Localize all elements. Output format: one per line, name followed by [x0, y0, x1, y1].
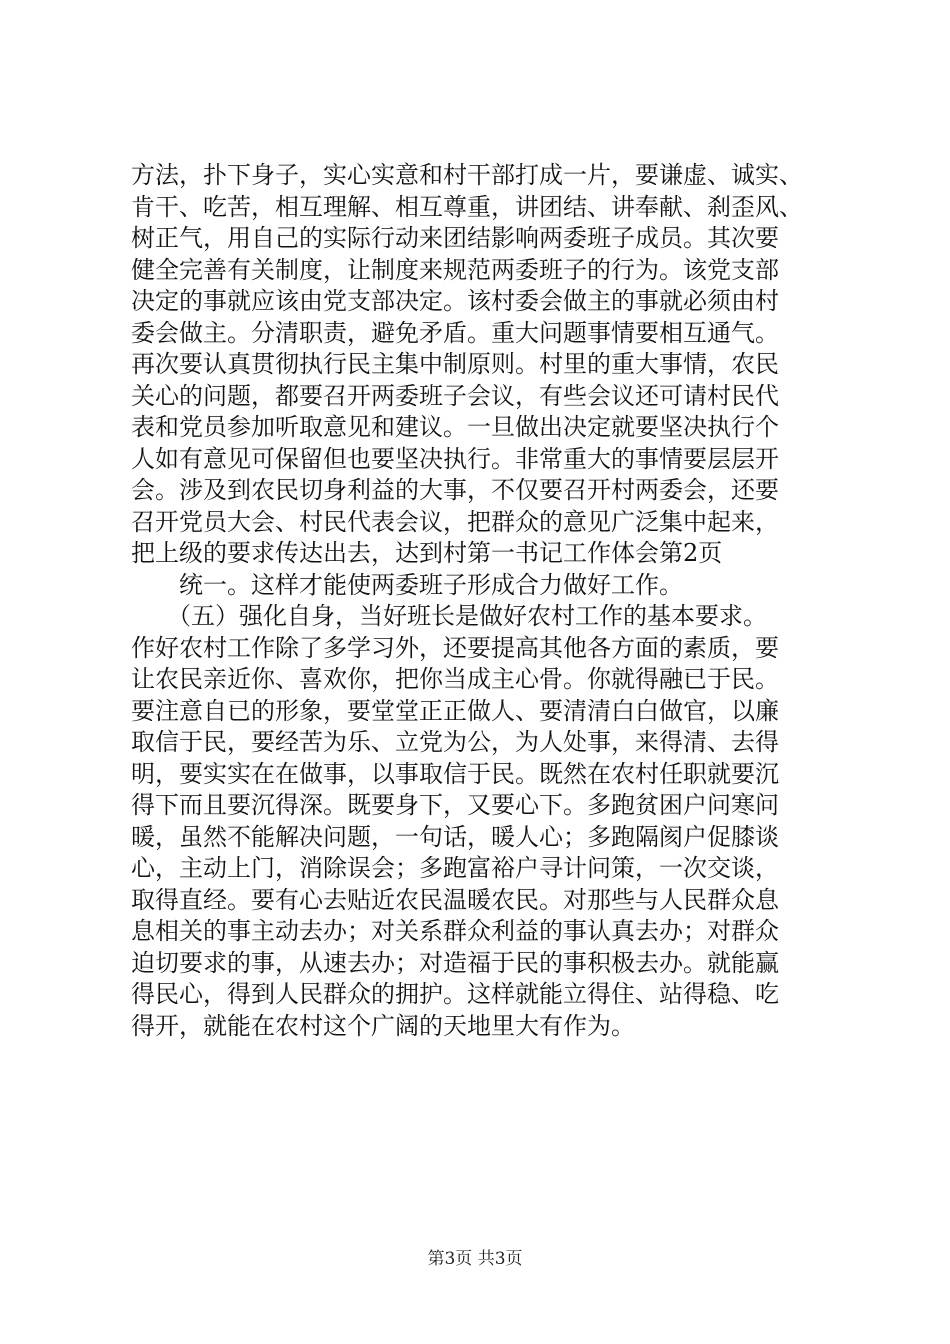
text-line: 统一。这样才能使两委班子形成合力做好工作。 — [131, 570, 683, 599]
document-body — [131, 160, 831, 1042]
text-line: 人如有意见可保留但也要坚决执行。非常重大的事情要层层开 — [131, 444, 779, 473]
text-line: 让农民亲近你、喜欢你，把你当成主心骨。你就得融已于民。 — [131, 665, 779, 693]
page-footer — [0, 1244, 950, 1269]
text-line: 决定的事就应该由党支部决定。该村委会做主的事就必须由村 — [131, 287, 779, 315]
text-line: 健全完善有关制度，让制度来规范两委班子的行为。该党支部 — [131, 255, 779, 284]
text-line: 会。涉及到农民切身利益的大事，不仅要召开村两委会，还要 — [131, 476, 779, 504]
paragraph-2 — [131, 570, 831, 602]
text-line: 心，主动上门，消除误会；多跑富裕户寻计问策，一次交谈， — [131, 854, 779, 882]
text-line: 再次要认真贯彻执行民主集中制原则。村里的重大事情，农民 — [131, 350, 779, 378]
text-line: 得民心，得到人民群众的拥护。这样就能立得住、站得稳、吃 — [131, 980, 779, 1008]
text-line: 委会做主。分清职责，避免矛盾。重大问题事情要相互通气。 — [131, 318, 779, 347]
page-number-label: 第3页 共3页 — [427, 1249, 523, 1269]
paragraph-1 — [131, 160, 831, 570]
text-line: 取信于民，要经苦为乐、立党为公，为人处事，来得清、去得 — [131, 728, 779, 756]
text-line: 关心的问题，都要召开两委班子会议，有些会议还可请村民代 — [131, 381, 779, 410]
paragraph-3 — [131, 601, 831, 1042]
text-line: 明，要实实在在做事，以事取信于民。既然在农村任职就要沉 — [131, 759, 779, 788]
text-line: 作好农村工作除了多学习外，还要提高其他各方面的素质，要 — [131, 633, 779, 662]
text-line: 肯干、吃苦，相互理解、相互尊重，讲团结、讲奉献、刹歪风、 — [131, 192, 803, 221]
text-line: 召开党员大会、村民代表会议，把群众的意见广泛集中起来， — [131, 507, 779, 536]
text-line: 息相关的事主动去办；对关系群众利益的事认真去办；对群众 — [131, 917, 779, 945]
text-line: 表和党员参加听取意见和建议。一旦做出决定就要坚决执行个 — [131, 413, 779, 441]
text-line: 取得直经。要有心去贴近农民温暖农民。对那些与人民群众息 — [131, 885, 779, 914]
text-line: 树正气，用自己的实际行动来团结影响两委班子成员。其次要 — [131, 224, 779, 252]
text-line: 得开，就能在农村这个广阔的天地里大有作为。 — [131, 1011, 635, 1040]
text-line: 要注意自已的形象，要堂堂正正做人、要清清白白做官，以廉 — [131, 696, 779, 725]
text-line: 得下而且要沉得深。既要身下，又要心下。多跑贫困户问寒问 — [131, 791, 779, 819]
text-line: 暖，虽然不能解决问题，一句话，暖人心；多跑隔阂户促膝谈 — [131, 822, 779, 851]
text-line: 迫切要求的事，从速去办；对造福于民的事积极去办。就能赢 — [131, 948, 779, 977]
text-line: 把上级的要求传达出去，达到村第一书记工作体会第2页 — [131, 539, 723, 567]
text-line: 方法，扑下身子，实心实意和村干部打成一片，要谦虚、诚实、 — [131, 161, 803, 189]
text-line: （五）强化自身，当好班长是做好农村工作的基本要求。 — [131, 602, 767, 630]
